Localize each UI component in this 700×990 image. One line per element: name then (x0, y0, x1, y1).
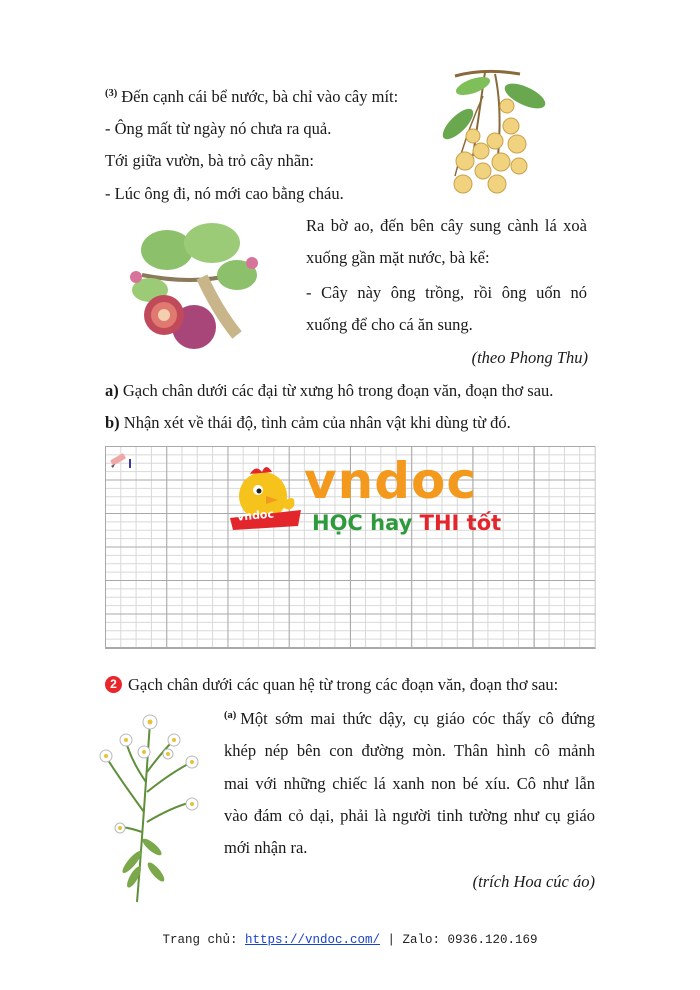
passage1-line2: - Ông mất từ ngày nó chưa ra quả. (105, 119, 332, 138)
passage1-line4: - Lúc ông đi, nó mới cao bằng cháu. (105, 184, 344, 203)
exercise2-line2: khép nép bên con đường mòn. Thân hình cô mảnh (224, 741, 595, 760)
footer-prefix: Trang chủ: (162, 933, 245, 947)
passage1-line8: xuống để cho cá ăn sung. (306, 315, 473, 334)
question-a (105, 380, 553, 402)
exercise2-source: (trích Hoa cúc áo) (472, 872, 595, 891)
pencil-icon (109, 452, 133, 470)
passage1-line5: Ra bờ ao, đến bên cây sung cành lá xoà (306, 216, 587, 235)
question-b-text: Nhận xét về thái độ, tình cảm của nhân vật khi dùng từ đó. (123, 413, 511, 432)
passage1-line1: $^{(3)}$ Đến cạnh cái bể nước, bà chỉ vào cây mít: (105, 87, 399, 106)
exercise2-line3: mai với những chiếc lá xanh non bé xíu. Cô như lẫn (224, 774, 595, 793)
footer-link[interactable]: https://vndoc.com/ (244, 933, 380, 947)
daisy-illustration (92, 712, 212, 907)
page-footer (0, 933, 700, 947)
passage1-line7: - Cây này ông trồng, rồi ông uốn nó (306, 283, 587, 302)
question-b-label: b) (105, 413, 120, 432)
question-b (105, 412, 511, 434)
passage1-line3: Tới giữa vườn, bà trỏ cây nhãn: (105, 151, 314, 170)
vndoc-ribbon-text: vndoc (236, 507, 275, 524)
exercise-number-badge: 2 (105, 676, 122, 693)
exercise2-marker: (a) (224, 709, 237, 721)
fig-illustration (122, 215, 267, 355)
longan-illustration (425, 66, 550, 201)
footer-suffix: | Zalo: 0936.120.169 (380, 933, 538, 947)
exercise2-line5: mới nhận ra. (224, 838, 308, 857)
passage1-marker: (3) (105, 87, 118, 99)
passage1-source: (theo Phong Thu) (471, 348, 588, 367)
exercise2-line1: $^{(a)}$ Một sớm mai thức dậy, cụ giáo cóc thấy cô đứng (224, 709, 595, 728)
question-a-label: a) (105, 381, 119, 400)
vndoc-slogan: HỌC hay THI tốt (312, 511, 502, 535)
passage1-line6: xuống gần mặt nước, bà kể: (306, 248, 490, 267)
exercise2-instruction: Gạch chân dưới các quan hệ từ trong các đoạn văn, đoạn thơ sau: (128, 675, 559, 694)
question-a-text: Gạch chân dưới các đại từ xưng hô trong đoạn văn, đoạn thơ sau. (122, 381, 554, 400)
exercise2-line4: vào đám cỏ dại, phải là người tinh tường như cụ giáo (224, 806, 595, 825)
vndoc-logo-wordmark: vndoc (304, 452, 477, 510)
